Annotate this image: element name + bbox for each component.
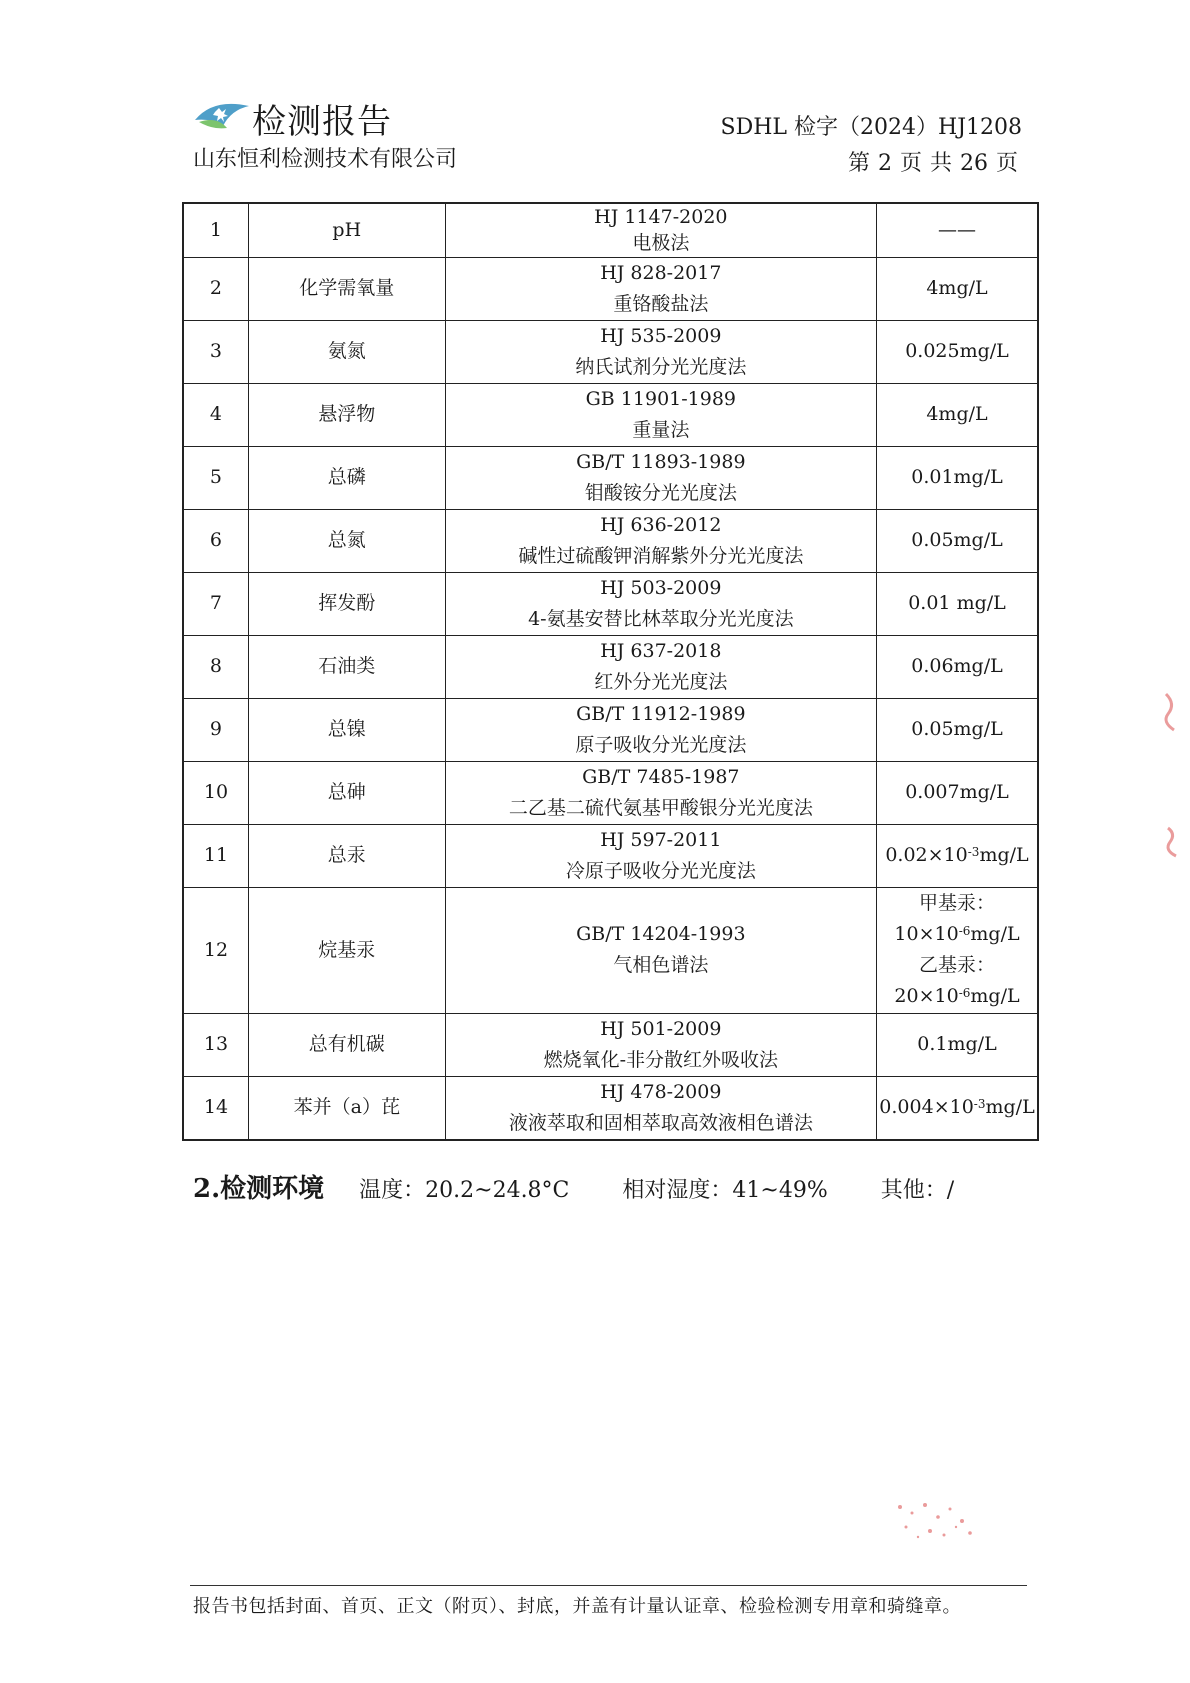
page-total: 26: [959, 151, 988, 176]
table-row: 3 氨氮 HJ 535-2009 纳氏试剂分光光度法 0.025mg/L: [183, 320, 1038, 383]
leaf-logo-icon: [193, 96, 251, 130]
footer-divider: [190, 1585, 1027, 1586]
temperature: 温度：20.2~24.8°C: [359, 1178, 570, 1203]
table-row: 11 总汞 HJ 597-2011 冷原子吸收分光光度法 $0.02\times 10^{-3}mg/L$: [183, 824, 1038, 887]
humidity: 相对湿度：41~49%: [622, 1178, 828, 1203]
section-heading: 2.检测环境: [193, 1174, 325, 1204]
test-method-table: [182, 202, 1039, 1141]
company-name: 山东恒利检测技术有限公司: [193, 147, 458, 172]
table-row: 14 苯并（a）芘 HJ 478-2009 液液萃取和固相萃取高效液相色谱法 $0.004\times 10^{-3}mg/L$: [183, 1076, 1038, 1140]
footer-note: 报告书包括封面、首页、正文（附页）、封底，并盖有计量认证章、检验检测专用章和骑缝章。: [193, 1596, 961, 1617]
table-row: 8 石油类 HJ 637-2018 红外分光光度法 0.06mg/L: [183, 635, 1038, 698]
table-row: 9 总镍 GB/T 11912-1989 原子吸收分光光度法 0.05mg/L: [183, 698, 1038, 761]
table-row: 7 挥发酚 HJ 503-2009 4-氨基安替比林萃取分光光度法 0.01 mg/L: [183, 572, 1038, 635]
table-row: 6 总氮 HJ 636-2012 碱性过硫酸钾消解紫外分光光度法 0.05mg/L: [183, 509, 1038, 572]
table-row: 1 pH HJ 1147-2020 电极法 ——: [183, 203, 1038, 257]
table-row: 2 化学需氧量 HJ 828-2017 重铬酸盐法 4mg/L: [183, 257, 1038, 320]
page-indicator: 第 2 页 共 26 页: [847, 151, 1018, 176]
table-row: 4 悬浮物 GB 11901-1989 重量法 4mg/L: [183, 383, 1038, 446]
table-row: 5 总磷 GB/T 11893-1989 钼酸铵分光光度法 0.01mg/L: [183, 446, 1038, 509]
other-conditions: 其他：/: [880, 1178, 955, 1203]
table-row: 13 总有机碳 HJ 501-2009 燃烧氧化-非分散红外吸收法 0.1mg/L: [183, 1013, 1038, 1076]
seal-stamp-icon: [880, 1495, 990, 1545]
report-title: 检测报告: [252, 102, 392, 142]
document-number: SDHL 检字（2024）HJ1208: [720, 115, 1022, 140]
table-row: 12 烷基汞 GB/T 14204-1993 气相色谱法 甲基汞： $10\times 10^{-6}mg/L$ 乙基汞： $20\times 10^{-6}mg/L$: [183, 887, 1038, 1013]
seam-seal-icon: [1158, 690, 1186, 870]
test-environment: [193, 1168, 954, 1205]
page-current: 2: [877, 151, 892, 176]
table-row: 10 总砷 GB/T 7485-1987 二乙基二硫代氨基甲酸银分光光度法 0.007mg/L: [183, 761, 1038, 824]
